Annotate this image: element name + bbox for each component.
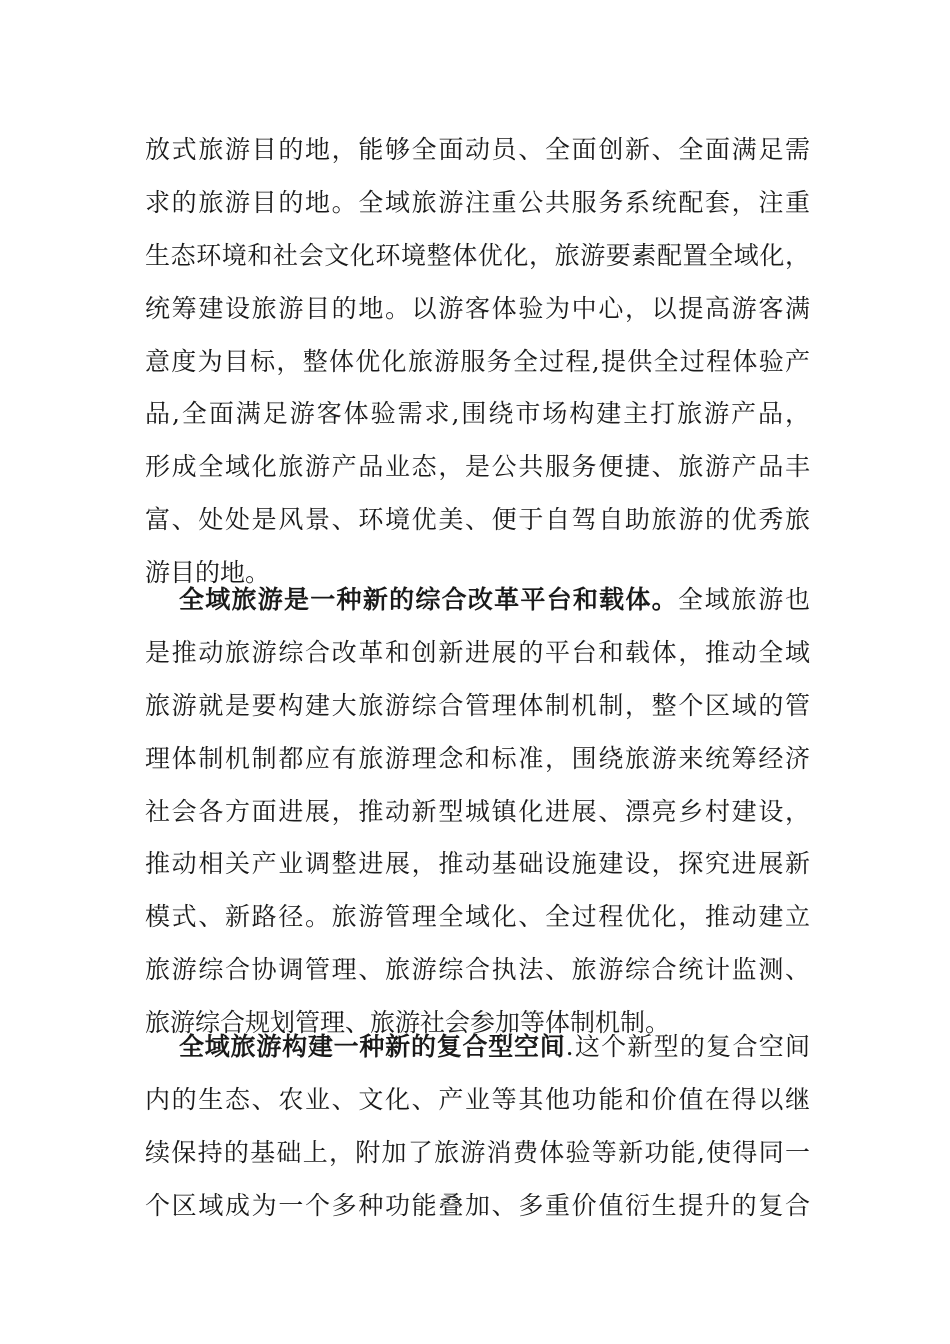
paragraph-line-rest: 全域旅游也	[677, 585, 810, 614]
paragraph-line: 生态环境和社会文化环境整体优化，旅游要素配置全域化，	[145, 240, 810, 270]
paragraph-line: 社会各方面进展，推动新型城镇化进展、漂亮乡村建设，	[145, 796, 810, 826]
paragraph-line: 续保持的基础上，附加了旅游消费体验等新功能,使得同一	[145, 1137, 810, 1167]
paragraph-line: 富、处处是风景、环境优美、便于自驾自助旅游的优秀旅	[145, 505, 810, 535]
paragraph-3	[145, 1021, 810, 1233]
paragraph-line: 旅游综合协调管理、旅游综合执法、旅游综合统计监测、	[145, 955, 810, 985]
paragraph-line: 旅游就是要构建大旅游综合管理体制机制，整个区域的管	[145, 690, 810, 720]
paragraph-line: 放式旅游目的地，能够全面动员、全面创新、全面满足需	[145, 135, 810, 164]
paragraph-1	[145, 124, 810, 600]
paragraph-line: 游目的地。	[145, 558, 271, 588]
paragraph-heading: 全域旅游是一种新的综合改革平台和载体。	[179, 585, 678, 614]
paragraph-line: 统筹建设旅游目的地。以游客体验为中心，以提高游客满	[145, 293, 810, 323]
paragraph-line: 形成全域化旅游产品业态，是公共服务便捷、旅游产品丰	[145, 452, 810, 482]
paragraph-heading: 全域旅游构建一种新的复合型空间	[179, 1032, 566, 1061]
paragraph-line: 是推动旅游综合改革和创新进展的平台和载体，推动全域	[145, 637, 810, 667]
paragraph-line: 意度为目标，整体优化旅游服务全过程,提供全过程体验产	[145, 346, 810, 376]
paragraph-line-rest: .这个新型的复合空间	[565, 1032, 810, 1061]
paragraph-line: 品,全面满足游客体验需求,围绕市场构建主打旅游产品，	[145, 399, 810, 429]
paragraph-line: 求的旅游目的地。全域旅游注重公共服务系统配套，注重	[145, 187, 810, 217]
paragraph-line: 内的生态、农业、文化、产业等其他功能和价值在得以继	[145, 1084, 810, 1114]
paragraph-first-line	[145, 1021, 810, 1074]
paragraph-line: 理体制机制都应有旅游理念和标准，围绕旅游来统筹经济	[145, 743, 810, 773]
paragraph-line: 旅游综合规划管理、旅游社会参加等体制机制。	[145, 1008, 671, 1038]
paragraph-line: 模式、新路径。旅游管理全域化、全过程优化，推动建立	[145, 902, 810, 932]
paragraph-line: 个区域成为一个多种功能叠加、多重价值衍生提升的复合	[145, 1190, 810, 1220]
paragraph-line: 推动相关产业调整进展，推动基础设施建设，探究进展新	[145, 849, 810, 879]
paragraph-first-line	[145, 574, 810, 627]
paragraph-2	[145, 574, 810, 1050]
